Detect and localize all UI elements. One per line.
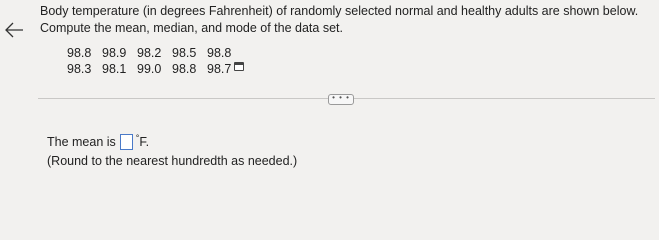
data-row: [67, 45, 244, 61]
data-value: 98.2: [137, 46, 162, 60]
answer-prefix-label: The mean is: [47, 135, 116, 149]
question-text: Body temperature (in degrees Fahrenheit) of randomly selected normal and healthy adults are shown below. Compute the mean, median, and mode of the data set.: [40, 4, 639, 35]
rounding-instruction: (Round to the nearest hundredth as needed.): [47, 154, 298, 168]
data-value: 98.9: [102, 46, 127, 60]
data-value: 98.1: [102, 62, 127, 76]
data-value: 98.3: [67, 62, 92, 76]
data-set-table: [67, 45, 244, 77]
degree-symbol: °: [135, 133, 140, 143]
data-value: 98.8: [207, 46, 232, 60]
copy-data-icon[interactable]: [234, 62, 244, 71]
answer-line: [47, 134, 149, 150]
data-value: 98.8: [172, 62, 197, 76]
unit-label: F.: [139, 135, 150, 149]
back-arrow-icon[interactable]: [4, 22, 24, 38]
data-row: [67, 61, 244, 77]
more-options-button[interactable]: • • •: [328, 94, 354, 105]
data-value: 98.5: [172, 46, 197, 60]
data-value: 99.0: [137, 62, 162, 76]
data-value: 98.8: [67, 46, 92, 60]
data-value: 98.7: [207, 62, 232, 76]
mean-answer-input[interactable]: [120, 134, 133, 150]
